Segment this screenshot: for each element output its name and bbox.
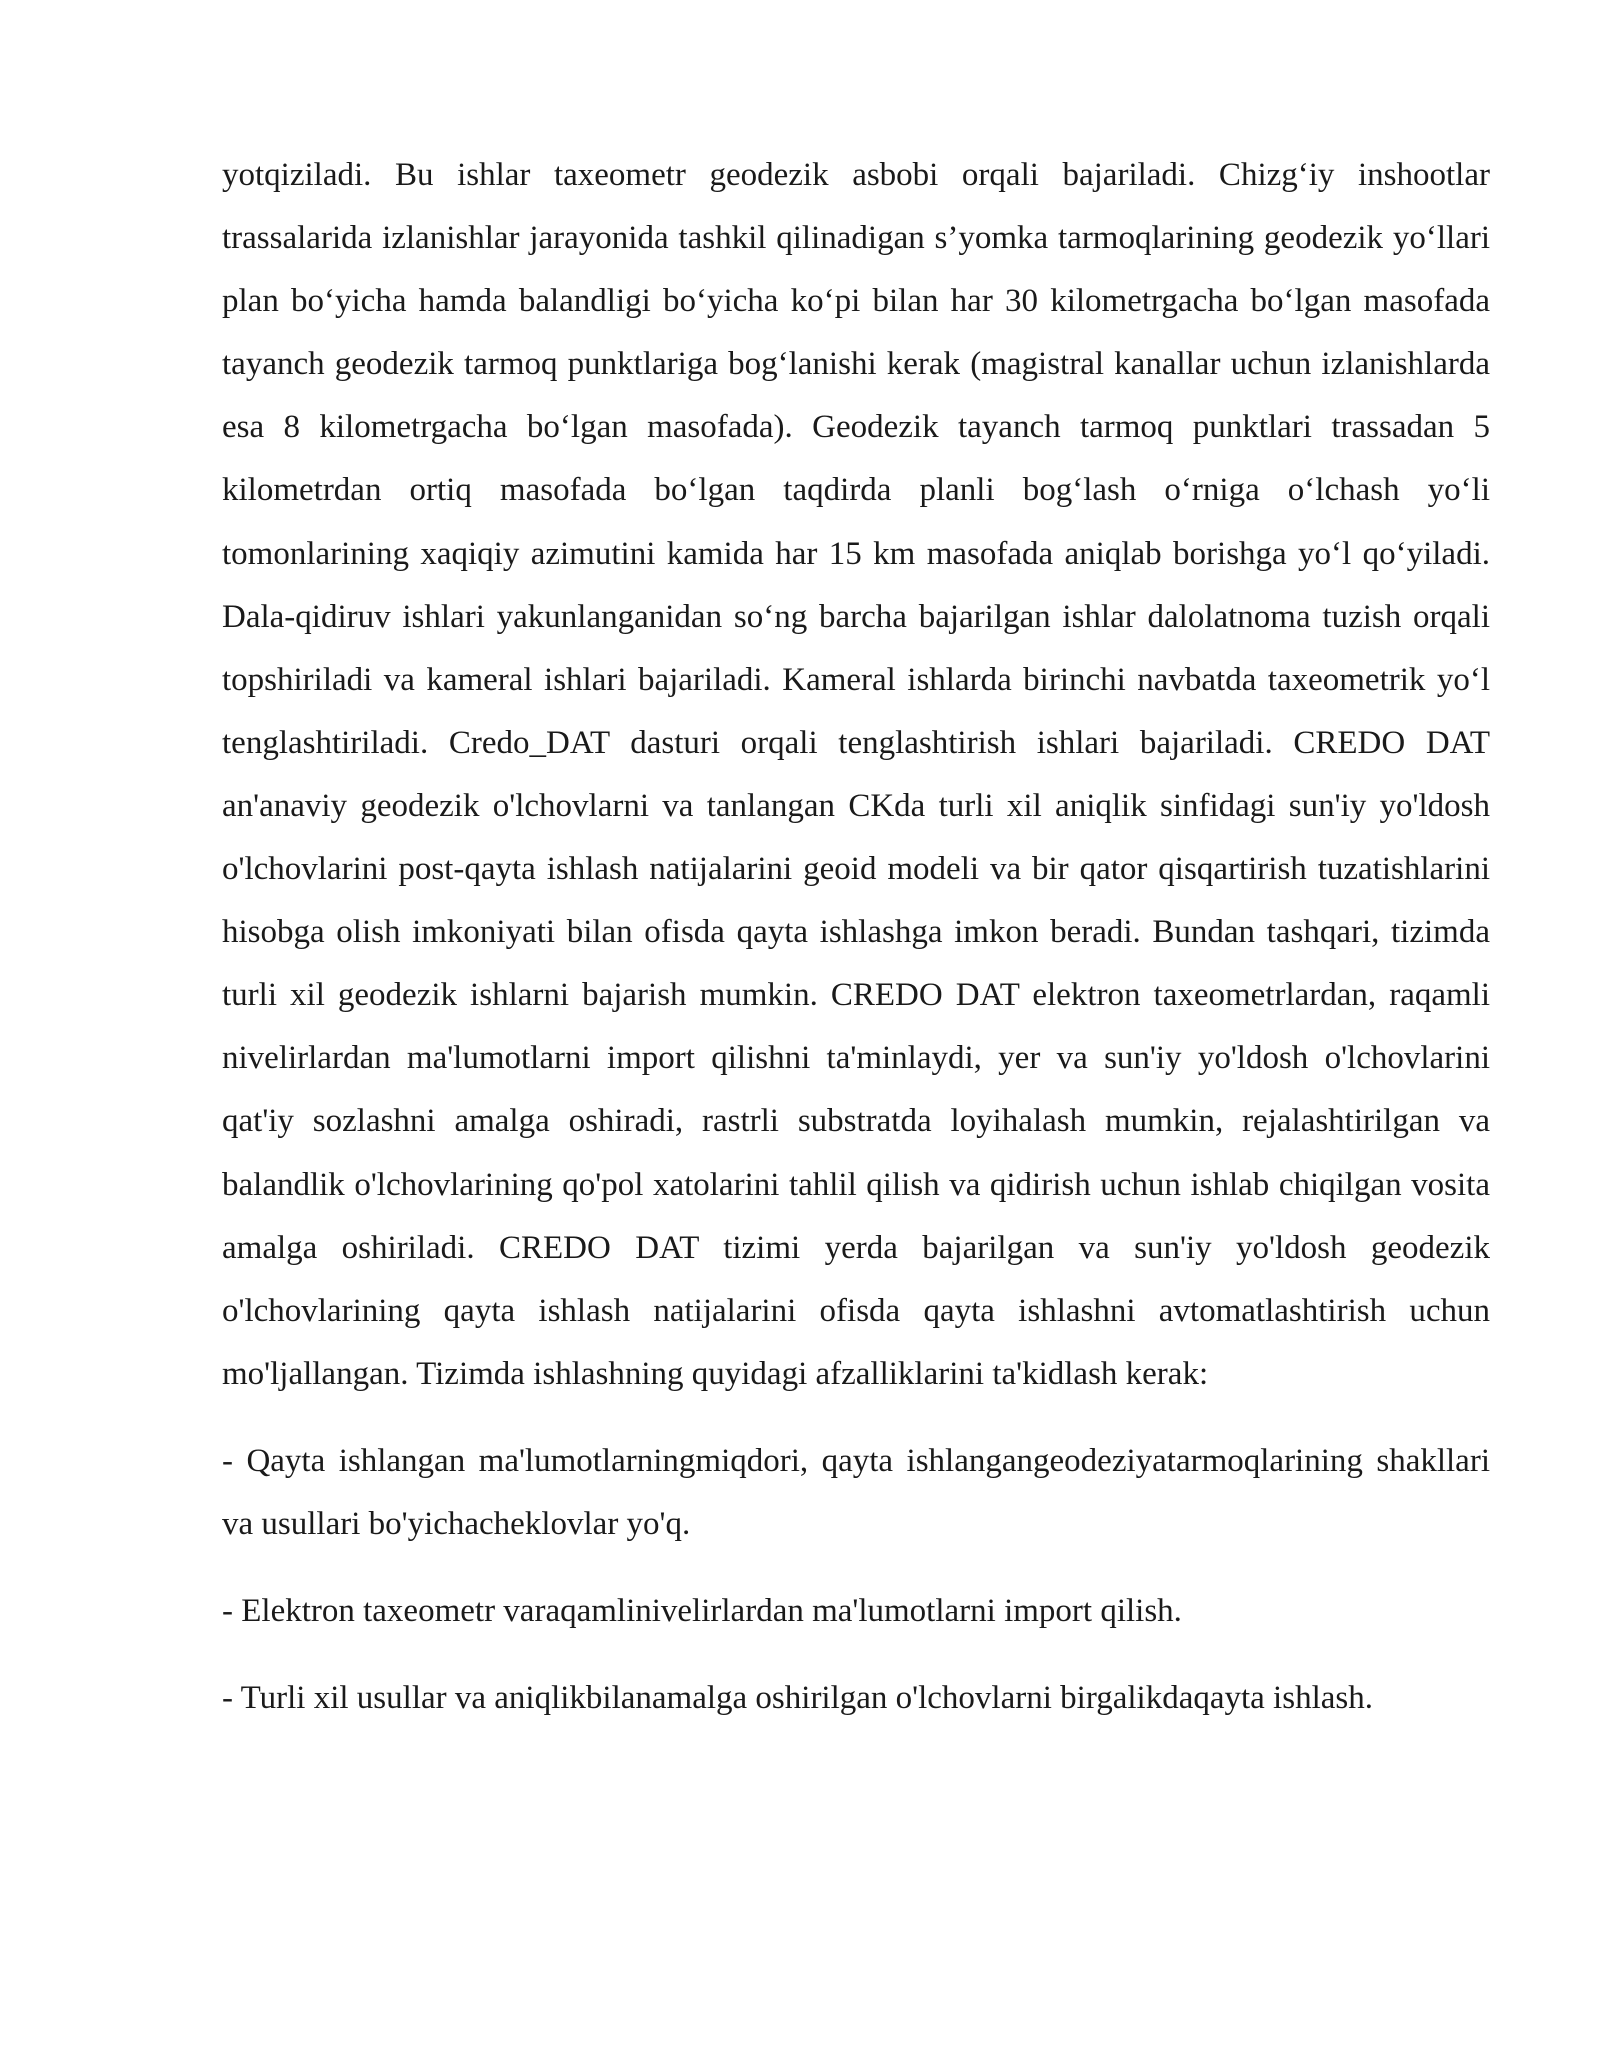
document-body (222, 144, 1490, 1730)
main-paragraph: yotqiziladi. Bu ishlar taxeometr geodezik asbobi orqali bajariladi. Chizg‘iy inshootlar trassalarida izlanishlar jarayonida tashkil qilinadigan s’yomka tarmoqlarining geodezik yo‘llari plan bo‘yicha hamda balandligi bo‘yicha ko‘pi bilan har 30 kilometrgacha bo‘lgan masofada tayanch geodezik tarmoq punktlariga bog‘lanishi kerak (magistral kanallar uchun izlanishlarda esa 8 kilometrgacha bo‘lgan masofada). Geodezik tayanch tarmoq punktlari trassadan 5 kilometrdan ortiq masofada bo‘lgan taqdirda planli bog‘lash o‘rniga o‘lchash yo‘li tomonlarining xaqiqiy azimutini kamida har 15 km masofada aniqlab borishga yo‘l qo‘yiladi. Dala-qidiruv ishlari yakunlanganidan so‘ng barcha bajarilgan ishlar dalolatnoma tuzish orqali topshiriladi va kameral ishlari bajariladi. Kameral ishlarda birinchi navbatda taxeometrik yo‘l tenglashtiriladi. Credo_DAT dasturi orqali tenglashtirish ishlari bajariladi. CREDO DAT an'anaviy geodezik o'lchovlarni va tanlangan CKda turli xil aniqlik sinfidagi sun'iy yo'ldosh o'lchovlarini post-qayta ishlash natijalarini geoid modeli va bir qator qisqartirish tuzatishlarini hisobga olish imkoniyati bilan ofisda qayta ishlashga imkon beradi. Bundan tashqari, tizimda turli xil geodezik ishlarni bajarish mumkin. CREDO DAT elektron taxeometrlardan, raqamli nivelirlardan ma'lumotlarni import qilishni ta'minlaydi, yer va sun'iy yo'ldosh o'lchovlarini qat'iy sozlashni amalga oshiradi, rastrli substratda loyihalash mumkin, rejalashtirilgan va balandlik o'lchovlarining qo'pol xatolarini tahlil qilish va qidirish uchun ishlab chiqilgan vosita amalga oshiriladi. CREDO DAT tizimi yerda bajarilgan va sun'iy yo'ldosh geodezik o'lchovlarining qayta ishlash natijalarini ofisda qayta ishlashni avtomatlashtirish uchun mo'ljallangan. Tizimda ishlashning quyidagi afzalliklarini ta'kidlash kerak: (222, 157, 1490, 1392)
list-item-import: - Elektron taxeometr varaqamlinivelirlardan ma'lumotlarni import qilish. (222, 1593, 1182, 1630)
list-item-joint-processing: - Turli xil usullar va aniqlikbilanamalga oshirilgan o'lchovlarni birgalikdaqayta ishlash. (222, 1680, 1373, 1717)
list-item-no-limits: - Qayta ishlangan ma'lumotlarningmiqdori, qayta ishlangangeodeziyatarmoqlarining shakllari va usullari bo'yichacheklovlar yo'q. (222, 1442, 1490, 1542)
